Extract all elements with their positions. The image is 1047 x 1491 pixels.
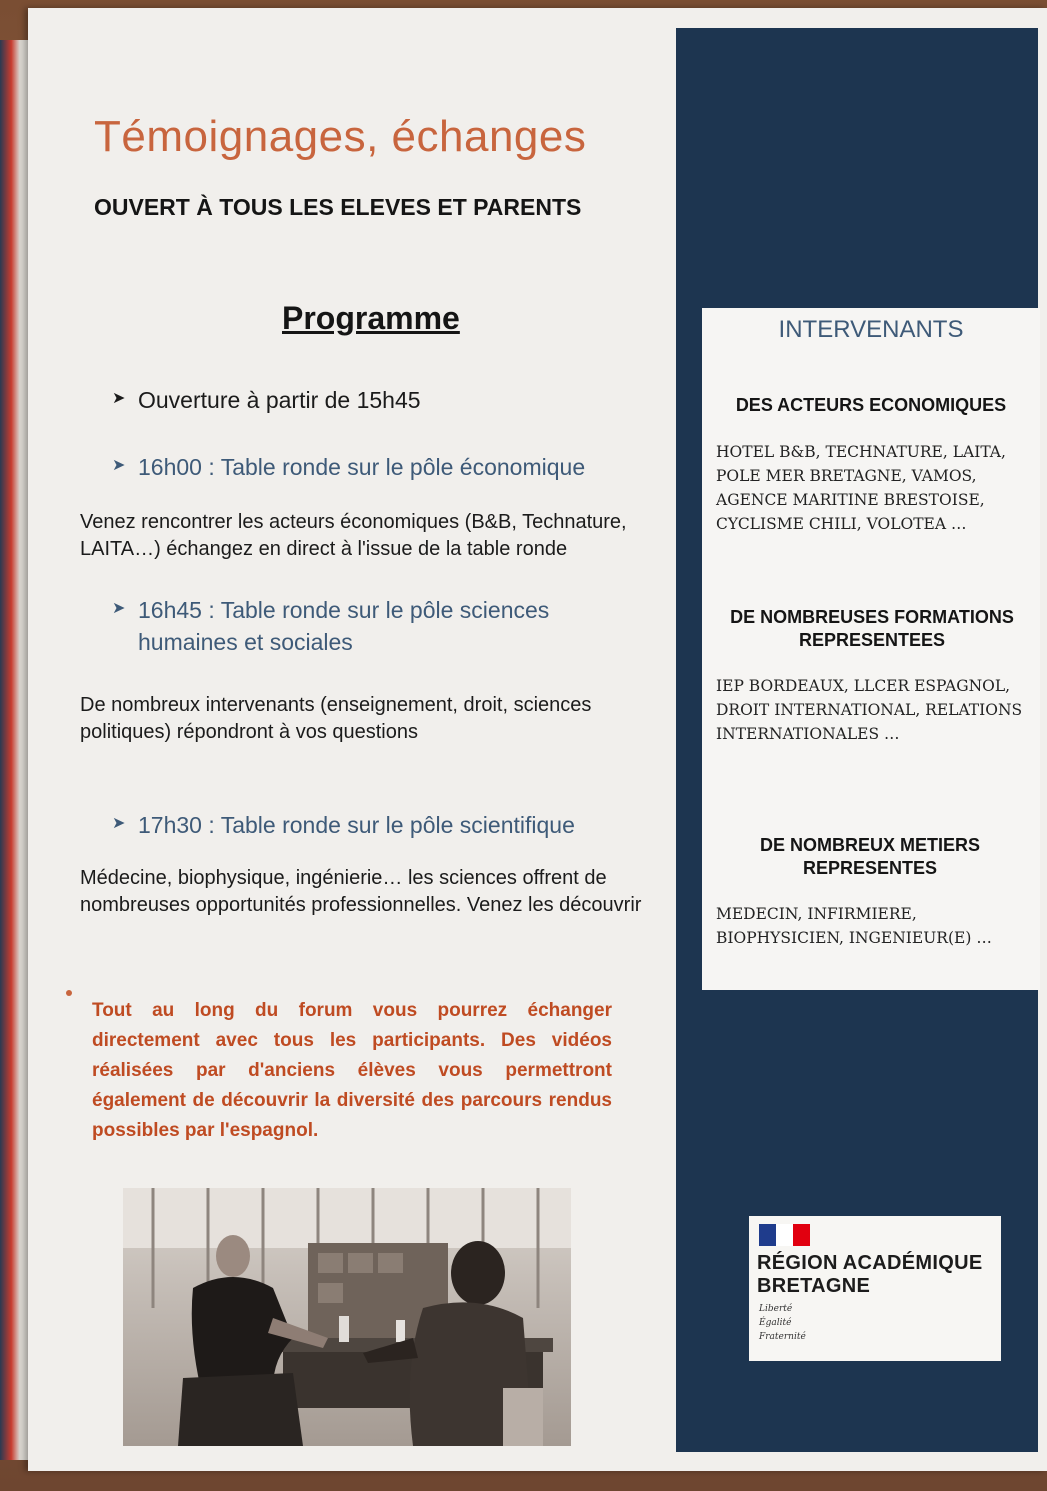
programme-heading: Programme (282, 300, 460, 336)
programme-item-label: Ouverture à partir de 15h45 (138, 387, 421, 413)
logo-motto: Égalité (759, 1318, 792, 1328)
page-title: Témoignages, échanges (94, 112, 587, 161)
discussion-photo (123, 1188, 571, 1446)
section-body: MEDECIN, INFIRMIERE, BIOPHYSICIEN, INGENIEUR(E) … (716, 905, 992, 947)
programme-item-label: 17h30 : Table ronde sur le pôle scientifique (138, 812, 575, 838)
french-flag-icon (759, 1224, 811, 1246)
programme-item (112, 384, 421, 416)
logo-motto: Liberté (759, 1304, 793, 1314)
forum-note: Tout au long du forum vous pourrez échanger directement avec tous les participants. Des vidéos réalisées par d'anciens élèves vous permettront également de découvrir la diversité des parcours rendus possibles par l'espagnol. (92, 1000, 612, 1141)
arrow-bullet-icon: ➤ (112, 600, 126, 617)
decorative-dot (66, 990, 72, 996)
description-text: Médecine, biophysique, ingénierie… les sciences offrent de nombreuses opportunités professionnelles. Venez les découvrir (80, 867, 642, 916)
section-body: IEP BORDEAUX, LLCER ESPAGNOL, DROIT INTERNATIONAL, RELATIONS INTERNATIONALES … (716, 677, 1023, 743)
intervenants-title: INTERVENANTS (778, 316, 964, 343)
section-body: HOTEL B&B, TECHNATURE, LAITA, POLE MER BRETAGNE, VAMOS, AGENCE MARITINE BRESTOISE, CYCLISME CHILI, VOLOTEA … (716, 443, 1006, 533)
description-text: De nombreux intervenants (enseignement, droit, sciences politiques) répondront à vos questions (80, 694, 592, 743)
arrow-bullet-icon: ➤ (112, 390, 126, 407)
programme-item (112, 451, 585, 483)
logo-line-2: BRETAGNE (757, 1275, 871, 1297)
page-subtitle: OUVERT À TOUS LES ELEVES ET PARENTS (94, 194, 582, 220)
section-heading: DE NOMBREUX METIERS REPRESENTES (759, 835, 981, 878)
arrow-bullet-icon: ➤ (112, 815, 126, 832)
section-heading: DE NOMBREUSES FORMATIONS REPRESENTEES (730, 607, 1014, 650)
logo-line-1: RÉGION ACADÉMIQUE (757, 1252, 983, 1274)
programme-item-label: 16h00 : Table ronde sur le pôle économique (138, 454, 586, 480)
programme-item (112, 594, 632, 658)
description-text: Venez rencontrer les acteurs économiques (B&B, Technature, LAITA…) échangez en direct à l'issue de la table ronde (80, 511, 627, 560)
section-heading: DES ACTEURS ECONOMIQUES (735, 395, 1007, 415)
logo-motto: Fraternité (759, 1332, 806, 1342)
programme-item (112, 809, 575, 841)
programme-item-label: 16h45 : Table ronde sur le pôle sciences humaines et sociales (138, 597, 550, 655)
arrow-bullet-icon: ➤ (112, 457, 126, 474)
region-academique-logo (749, 1216, 1001, 1361)
adjacent-page-edge (0, 40, 28, 1460)
